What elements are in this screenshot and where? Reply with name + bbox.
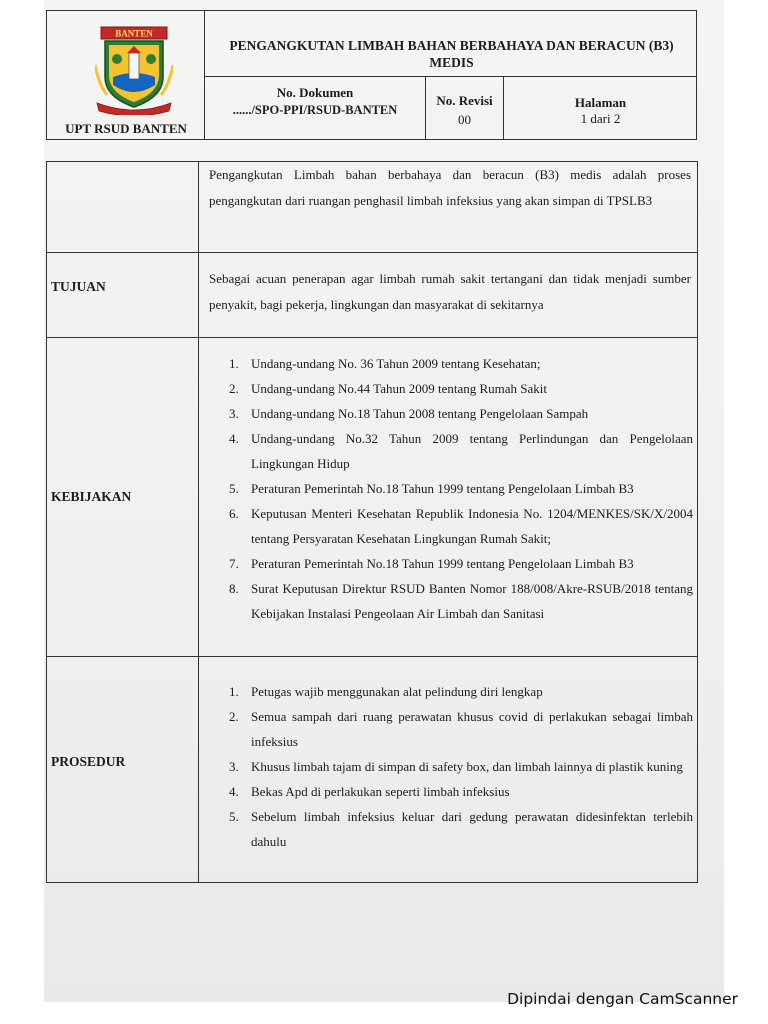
prosedur-item <box>209 704 693 754</box>
kebijakan-item <box>209 351 693 376</box>
page-label: Halaman <box>574 95 627 110</box>
organization-name: UPT RSUD BANTEN <box>65 121 187 136</box>
list-item-number: 3. <box>229 759 239 774</box>
prosedur-list <box>209 679 693 854</box>
list-item-number: 2. <box>229 381 239 396</box>
list-item-number: 3. <box>229 406 239 421</box>
list-item-number: 7. <box>229 556 239 571</box>
procedure-table <box>46 161 698 883</box>
prosedur-item <box>209 679 693 704</box>
list-item-text: Peraturan Pemerintah No.18 Tahun 1999 tentang Pengelolaan Limbah B3 <box>251 556 634 571</box>
list-item-text: Petugas wajib menggunakan alat pelindung diri lengkap <box>251 684 543 699</box>
list-item-text: Semua sampah dari ruang perawatan khusus covid di perlakukan sebagai limbah infeksius <box>251 709 693 749</box>
list-item-number: 4. <box>229 431 239 446</box>
kebijakan-item <box>209 476 693 501</box>
doc-number-value: ....../SPO-PPI/RSUD-BANTEN <box>232 103 398 117</box>
title-line-1: PENGANGKUTAN LIMBAH BAHAN BERBAHAYA DAN BERACUN (B3) <box>229 38 674 53</box>
doc-number-label: No. Dokumen <box>276 85 354 100</box>
kebijakan-item <box>209 401 693 426</box>
list-item-text: Khusus limbah tajam di simpan di safety box, dan limbah lainnya di plastik kuning <box>251 759 683 774</box>
prosedur-item <box>209 804 693 854</box>
document-title <box>205 37 698 71</box>
list-item-number: 4. <box>229 784 239 799</box>
definition-text: Pengangkutan Limbah bahan berbahaya dan beracun (B3) medis adalah proses pengangkutan dari ruangan penghasil limbah infeksius yang akan simpan di TPSLB3 <box>209 167 691 208</box>
document-header <box>46 10 697 140</box>
prosedur-label: PROSEDUR <box>51 754 126 769</box>
revision-label: No. Revisi <box>436 93 493 108</box>
kebijakan-item <box>209 376 693 401</box>
list-item-text: Undang-undang No. 36 Tahun 2009 tentang Kesehatan; <box>251 356 541 371</box>
list-item-text: Surat Keputusan Direktur RSUD Banten Nomor 188/008/Akre-RSUB/2018 tentang Kebijakan Instalasi Pengeolaan Air Limbah dan Sanitasi <box>251 581 693 621</box>
banten-emblem-logo <box>95 25 173 115</box>
kebijakan-item <box>209 501 693 551</box>
revision-value: 00 <box>458 112 471 127</box>
list-item-number: 6. <box>229 506 239 521</box>
list-item-number: 8. <box>229 581 239 596</box>
list-item-text: Peraturan Pemerintah No.18 Tahun 1999 tentang Pengelolaan Limbah B3 <box>251 481 634 496</box>
list-item-text: Bekas Apd di perlakukan seperti limbah infeksius <box>251 784 510 799</box>
list-item-number: 5. <box>229 809 239 824</box>
title-line-2: MEDIS <box>429 55 474 70</box>
page-value: 1 dari 2 <box>580 111 621 126</box>
camscanner-watermark: Dipindai dengan CamScanner <box>507 990 738 1008</box>
kebijakan-item <box>209 426 693 476</box>
svg-text:BANTEN: BANTEN <box>115 28 153 39</box>
tujuan-label: TUJUAN <box>51 279 106 294</box>
list-item-text: Sebelum limbah infeksius keluar dari gedung perawatan didesinfektan terlebih dahulu <box>251 809 693 849</box>
list-item-number: 1. <box>229 684 239 699</box>
list-item-number: 5. <box>229 481 239 496</box>
tujuan-text: Sebagai acuan penerapan agar limbah rumah sakit tertangani dan tidak menjadi sumber penyakit, bagi pekerja, lingkungan dan masyarakat di sekitarnya <box>209 271 691 312</box>
prosedur-item <box>209 754 693 779</box>
list-item-text: Undang-undang No.18 Tahun 2008 tentang Pengelolaan Sampah <box>251 406 589 421</box>
list-item-number: 1. <box>229 356 239 371</box>
list-item-number: 2. <box>229 709 239 724</box>
list-item-text: Keputusan Menteri Kesehatan Republik Indonesia No. 1204/MENKES/SK/X/2004 tentang Persyaratan Kesehatan Lingkungan Rumah Sakit; <box>251 506 693 546</box>
list-item-text: Undang-undang No.44 Tahun 2009 tentang Rumah Sakit <box>251 381 548 396</box>
kebijakan-item <box>209 551 693 576</box>
kebijakan-list <box>209 351 693 626</box>
list-item-text: Undang-undang No.32 Tahun 2009 tentang Perlindungan dan Pengelolaan Lingkungan Hidup <box>251 431 693 471</box>
kebijakan-label: KEBIJAKAN <box>51 489 132 504</box>
kebijakan-item <box>209 576 693 626</box>
prosedur-item <box>209 779 693 804</box>
